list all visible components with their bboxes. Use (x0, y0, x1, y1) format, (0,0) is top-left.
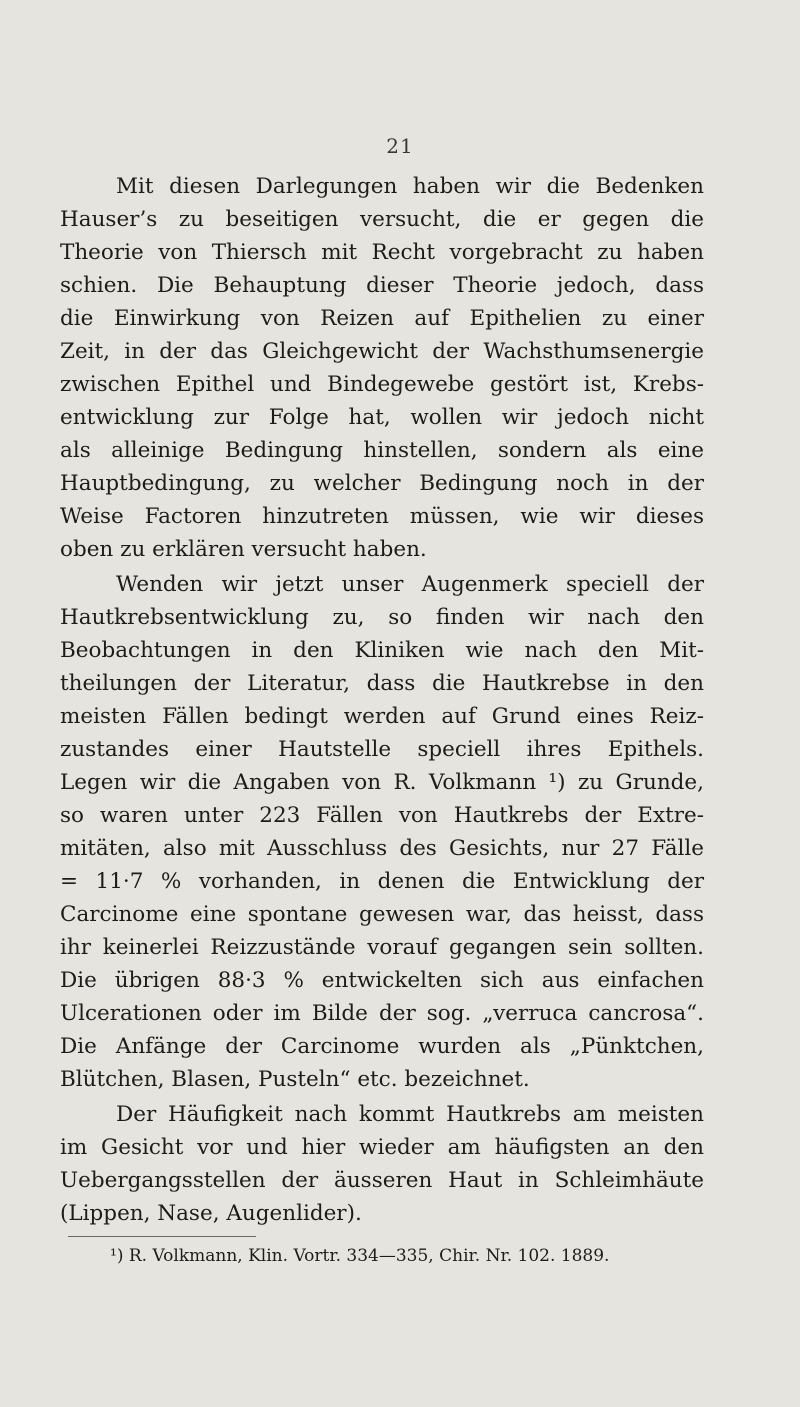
text-line: Der Häufigkeit nach kommt Hautkrebs am meisten (116, 1102, 704, 1127)
text-line: = 11·7 % vorhanden, in denen die Entwicklung der (60, 869, 704, 894)
text-line: Die übrigen 88·3 % entwickelten sich aus einfachen (60, 968, 704, 993)
text-line: meisten Fällen bedingt werden auf Grund eines Reiz- (60, 704, 704, 729)
text-line: (Lippen, Nase, Augenlider). (60, 1201, 362, 1226)
text-line: im Gesicht vor und hier wieder am häufigsten an den (60, 1135, 704, 1160)
footnote-divider (68, 1236, 256, 1237)
text-line: zustandes einer Hautstelle speciell ihres Epithels. (60, 737, 704, 762)
text-line: so waren unter 223 Fällen von Hautkrebs der Extre- (60, 803, 704, 828)
text-line: theilungen der Literatur, dass die Hautkrebse in den (60, 671, 704, 696)
text-line: Legen wir die Angaben von R. Volkmann ¹) zu Grunde, (60, 770, 704, 795)
text-line: entwicklung zur Folge hat, wollen wir jedoch nicht (60, 405, 704, 430)
footnote: ¹) R. Volkmann, Klin. Vortr. 334—335, Chir. Nr. 102. 1889. (110, 1246, 610, 1266)
text-line: Weise Factoren hinzutreten müssen, wie wir dieses (60, 504, 704, 529)
text-line: Carcinome eine spontane gewesen war, das heisst, dass (60, 902, 704, 927)
text-line: Hautkrebsentwicklung zu, so finden wir nach den (60, 605, 704, 630)
text-line: Die Anfänge der Carcinome wurden als „Pünktchen, (60, 1034, 704, 1059)
text-line: Hauser’s zu beseitigen versucht, die er gegen die (60, 207, 704, 232)
text-line: Beobachtungen in den Kliniken wie nach den Mit- (60, 638, 704, 663)
text-line: Theorie von Thiersch mit Recht vorgebracht zu haben (60, 240, 704, 265)
text-line: mitäten, also mit Ausschluss des Gesichts, nur 27 Fälle (60, 836, 704, 861)
text-line: Uebergangsstellen der äusseren Haut in Schleimhäute (60, 1168, 704, 1193)
text-line: Blütchen, Blasen, Pusteln“ etc. bezeichnet. (60, 1067, 530, 1092)
text-line: Ulcerationen oder im Bilde der sog. „verruca cancrosa“. (60, 1001, 704, 1026)
text-line: ihr keinerlei Reizzustände vorauf gegangen sein sollten. (60, 935, 704, 960)
text-line: die Einwirkung von Reizen auf Epithelien zu einer (60, 306, 704, 331)
text-line: oben zu erklären versucht haben. (60, 537, 427, 562)
text-line: zwischen Epithel und Bindegewebe gestört ist, Krebs- (60, 372, 704, 397)
text-line: als alleinige Bedingung hinstellen, sondern als eine (60, 438, 704, 463)
text-line: Wenden wir jetzt unser Augenmerk speciell der (116, 572, 704, 597)
text-line: Mit diesen Darlegungen haben wir die Bedenken (116, 174, 704, 199)
text-line: Zeit, in der das Gleichgewicht der Wachsthumsenergie (60, 339, 704, 364)
text-line: Hauptbedingung, zu welcher Bedingung noch in der (60, 471, 704, 496)
text-line: schien. Die Behauptung dieser Theorie jedoch, dass (60, 273, 704, 298)
page-number: 21 (386, 134, 414, 158)
